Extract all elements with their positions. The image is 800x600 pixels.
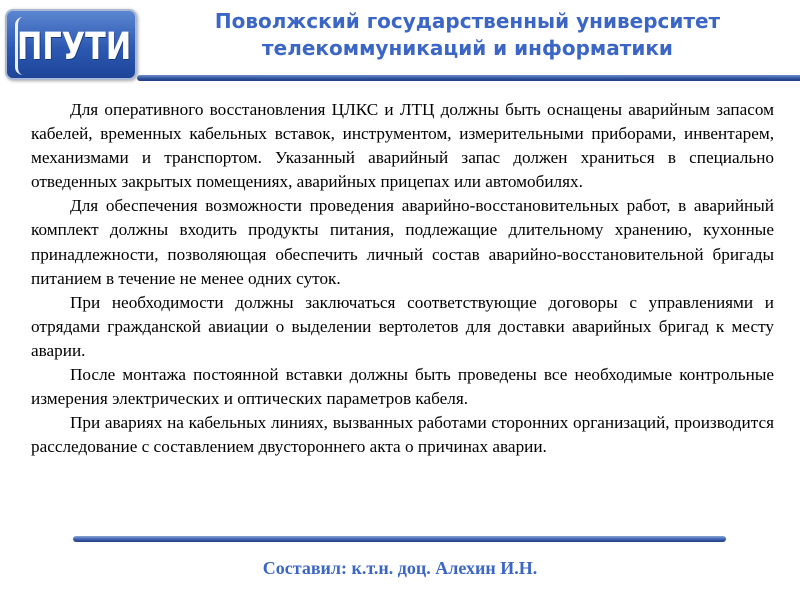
footer-author: Составил: к.т.н. доц. Алехин И.Н. — [262, 558, 538, 578]
logo-text: ПГУТИ — [17, 25, 132, 68]
paragraph-3: При необходимости должны заключаться соответствующие договоры с управлениями и отрядами гражданской авиации о выделении вертолетов для доставки аварийных бригад к месту аварии. — [31, 292, 774, 360]
paragraph-1: Для оперативного восстановления ЦЛКС и ЛТЦ должны быть оснащены аварийным запасом кабелей, временных кабельных вставок, инструментом, измерительными приборами, инвентарем, механизмами и транспортом. Указанный аварийный запас должен храниться в специально отведенных закрытых помещениях, аварийных прицепах или автомобилях. — [31, 100, 774, 192]
page-header-title — [150, 8, 785, 62]
university-logo — [5, 9, 137, 80]
paragraph-2: Для обеспечения возможности проведения аварийно-восстановительных работ, в аварийный комплект должны входить продукты питания, подлежащие длительному хранению, кухонные принадлежности, позволяющая обеспечить личный состав аварийно-восстановительной бригады питанием в течение не менее одних суток. — [31, 196, 774, 288]
footer-divider — [73, 536, 726, 542]
header-title-line-2: телекоммуникаций и информатики — [262, 36, 673, 60]
paragraph-4: После монтажа постоянной вставки должны быть проведены все необходимые контрольные измерения электрических и оптических параметров кабеля. — [31, 365, 774, 409]
paragraph-5: При авариях на кабельных линиях, вызванных работами сторонних организаций, производится расследование с составлением двустороннего акта о причинах аварии. — [31, 413, 774, 457]
header-divider — [137, 75, 800, 81]
header-title-line-1: Поволжский государственный университет — [214, 9, 721, 33]
slide-body — [31, 98, 774, 459]
